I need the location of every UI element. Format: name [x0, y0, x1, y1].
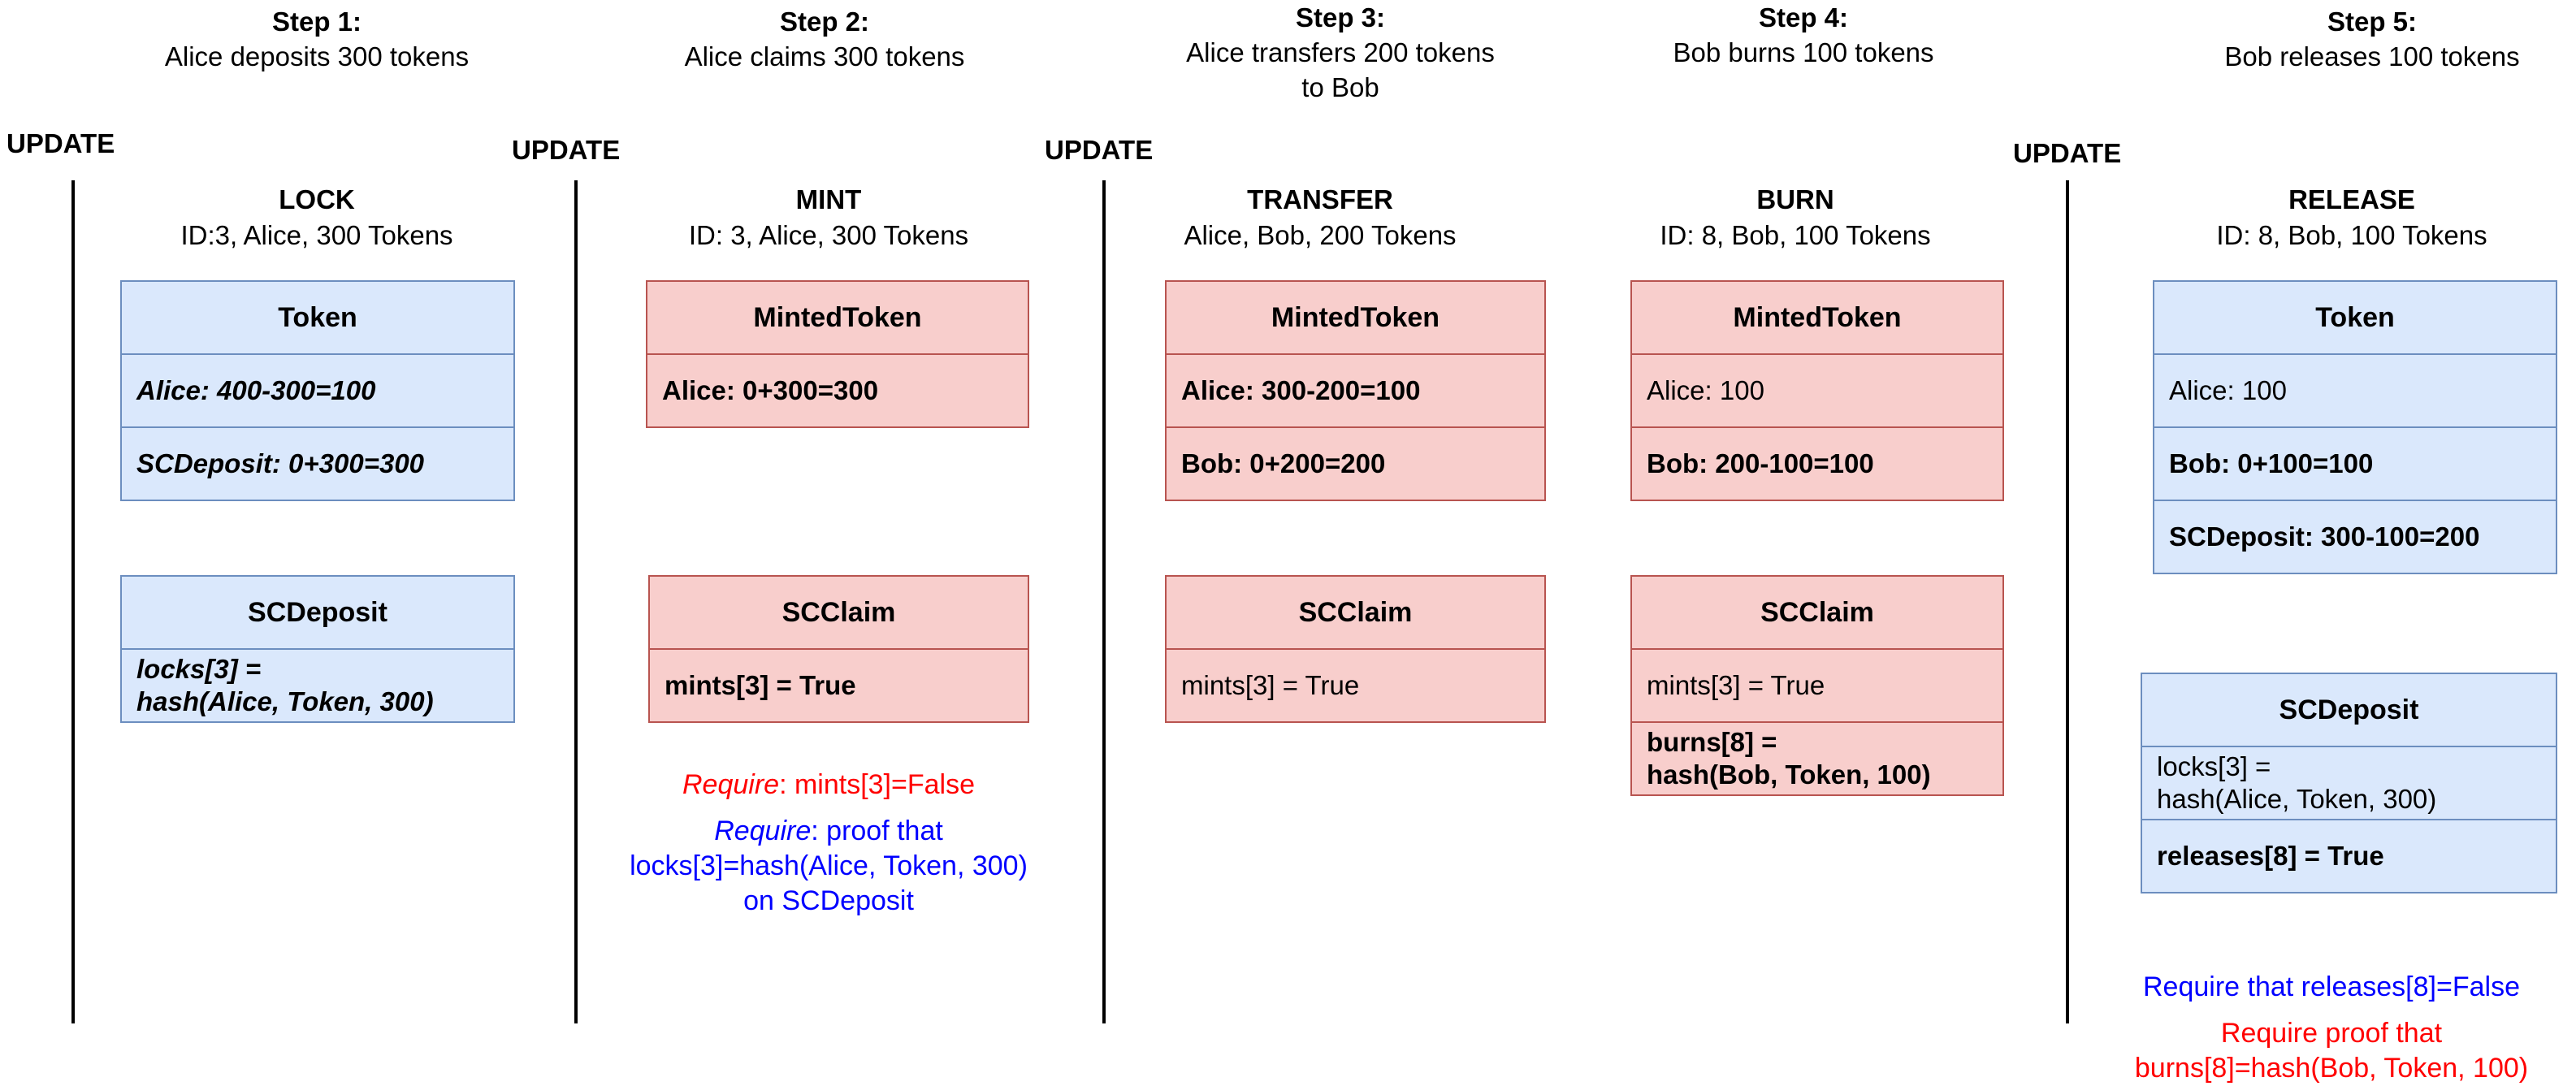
- lock-token-row-alice: Alice: 400-300=100: [122, 353, 513, 426]
- step-4-desc: Bob burns 100 tokens: [1673, 37, 1934, 67]
- burn-mintedtoken-row-alice: Alice: 100: [1632, 353, 2002, 426]
- step-4-title: Step 4:: [1758, 2, 1849, 32]
- op-lock-name: LOCK: [279, 184, 355, 214]
- lock-scdeposit-box: [120, 575, 515, 723]
- op-release-name: RELEASE: [2288, 184, 2415, 214]
- mint-require-1-keyword: Require: [682, 769, 780, 800]
- release-scdeposit-locks-line1: locks[3] =: [2157, 751, 2271, 781]
- release-token-row-scdeposit: SCDeposit: 300-100=200: [2154, 500, 2556, 573]
- burn-scclaim-row-mints: mints[3] = True: [1632, 648, 2002, 721]
- op-lock: [106, 182, 528, 253]
- step-2-desc: Alice claims 300 tokens: [684, 41, 965, 71]
- lock-scdeposit-row-locks: [122, 648, 513, 721]
- divider-line-3: [1102, 180, 1106, 1023]
- mint-require-mints-note: [593, 768, 1064, 803]
- release-require-releases-note: Require that releases[8]=False: [2143, 971, 2520, 1002]
- op-burn-args: ID: 8, Bob, 100 Tokens: [1660, 220, 1931, 250]
- step-4-header: [1592, 0, 2015, 70]
- transfer-mintedtoken-row-alice: Alice: 300-200=100: [1167, 353, 1544, 426]
- divider-line-2: [574, 180, 578, 1023]
- op-burn-name: BURN: [1756, 184, 1834, 214]
- step-3-desc-2: to Bob: [1301, 72, 1379, 102]
- release-require-proof-note: [2080, 1016, 2576, 1086]
- release-scdeposit-row-locks: [2142, 746, 2556, 819]
- lock-token-title: Token: [278, 301, 357, 333]
- divider-line-1: [71, 180, 75, 1023]
- op-mint-args: ID: 3, Alice, 300 Tokens: [688, 220, 969, 250]
- transfer-scclaim-row-mints: mints[3] = True: [1167, 648, 1544, 721]
- burn-scclaim-burns-line1: burns[8] =: [1647, 727, 1777, 757]
- release-scdeposit-row-releases: releases[8] = True: [2142, 819, 2556, 892]
- step-5-header: [2161, 4, 2576, 74]
- mint-scclaim-box: [648, 575, 1029, 723]
- burn-mintedtoken-row-bob: Bob: 200-100=100: [1632, 426, 2002, 500]
- step-3-title: Step 3:: [1295, 2, 1386, 32]
- step-1-title: Step 1:: [271, 6, 362, 37]
- step-3-desc: Alice transfers 200 tokens: [1186, 37, 1495, 67]
- op-transfer-args: Alice, Bob, 200 Tokens: [1184, 220, 1457, 250]
- update-label-4: UPDATE: [2013, 138, 2122, 168]
- transfer-scclaim-box: [1165, 575, 1546, 723]
- burn-scclaim-title: SCClaim: [1760, 596, 1874, 628]
- release-token-title: Token: [2315, 301, 2395, 333]
- burn-mintedtoken-title: MintedToken: [1733, 301, 1902, 333]
- lock-scdeposit-title: SCDeposit: [248, 596, 387, 628]
- mint-mintedtoken-row-alice: Alice: 0+300=300: [647, 353, 1028, 426]
- step-2-header: [613, 4, 1036, 74]
- op-mint: [617, 182, 1040, 253]
- update-label-2: UPDATE: [512, 135, 621, 165]
- step-3-header: [1129, 0, 1552, 105]
- op-mint-name: MINT: [795, 184, 862, 214]
- lock-token-box: [120, 280, 515, 501]
- burn-scclaim-burns-line2: hash(Bob, Token, 100): [1647, 759, 1931, 790]
- mint-scclaim-title: SCClaim: [781, 596, 896, 628]
- lock-scdeposit-locks-line1: locks[3] =: [136, 654, 262, 684]
- update-label-3: UPDATE: [1045, 135, 1154, 165]
- transfer-mintedtoken-title: MintedToken: [1271, 301, 1440, 333]
- transfer-scclaim-title: SCClaim: [1298, 596, 1413, 628]
- step-5-desc: Bob releases 100 tokens: [2224, 41, 2520, 71]
- transfer-mintedtoken-box: [1165, 280, 1546, 501]
- transfer-mintedtoken-row-bob: Bob: 0+200=200: [1167, 426, 1544, 500]
- op-release: [2141, 182, 2563, 253]
- burn-scclaim-box: [1630, 575, 2004, 796]
- mint-scclaim-row-mints: mints[3] = True: [650, 648, 1028, 721]
- mint-require-proof-note: [593, 814, 1064, 919]
- op-burn: [1584, 182, 2007, 253]
- release-token-box: [2153, 280, 2557, 574]
- mint-require-2-text: : proof that: [811, 816, 943, 846]
- mint-mintedtoken-box: [646, 280, 1029, 428]
- step-2-title: Step 2:: [779, 6, 870, 37]
- update-label-1: UPDATE: [6, 128, 115, 158]
- release-scdeposit-title: SCDeposit: [2279, 694, 2419, 725]
- release-scdeposit-locks-line2: hash(Alice, Token, 300): [2157, 784, 2437, 814]
- step-1-desc: Alice deposits 300 tokens: [164, 41, 470, 71]
- burn-scclaim-row-burns: [1632, 721, 2002, 794]
- release-token-row-bob: Bob: 0+100=100: [2154, 426, 2556, 500]
- release-require-2-line1: Require proof that: [2220, 1018, 2443, 1049]
- mint-require-1-text: : mints[3]=False: [779, 769, 975, 800]
- op-release-args: ID: 8, Bob, 100 Tokens: [2216, 220, 2487, 250]
- lock-scdeposit-locks-line2: hash(Alice, Token, 300): [136, 686, 434, 716]
- lock-token-row-scdeposit: SCDeposit: 0+300=300: [122, 426, 513, 500]
- release-scdeposit-box: [2141, 673, 2557, 893]
- op-transfer: [1109, 182, 1531, 253]
- mint-mintedtoken-title: MintedToken: [753, 301, 922, 333]
- step-5-title: Step 5:: [2327, 6, 2418, 37]
- release-require-2-line2: burns[8]=hash(Bob, Token, 100): [2134, 1053, 2529, 1084]
- step-1-header: [106, 4, 528, 74]
- burn-mintedtoken-box: [1630, 280, 2004, 501]
- mint-require-2-line2: locks[3]=hash(Alice, Token, 300): [630, 850, 1028, 881]
- release-token-row-alice: Alice: 100: [2154, 353, 2556, 426]
- op-lock-args: ID:3, Alice, 300 Tokens: [180, 220, 453, 250]
- divider-line-4: [2066, 180, 2069, 1023]
- mint-require-2-keyword: Require: [714, 816, 812, 846]
- mint-require-2-line3: on SCDeposit: [743, 885, 914, 916]
- op-transfer-name: TRANSFER: [1247, 184, 1393, 214]
